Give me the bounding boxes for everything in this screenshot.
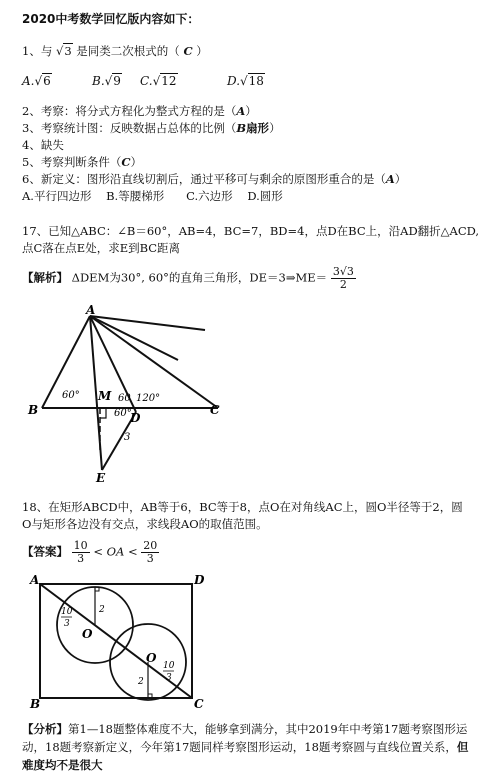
q17-analysis-label: 【解析】 bbox=[22, 270, 68, 285]
q17-label-b: B bbox=[28, 403, 39, 417]
q18-answer: 【答案】 $\frac{10}{3}$ < OA < $\frac{20}{3}$ bbox=[22, 539, 158, 565]
analysis-label: 【分析】 bbox=[22, 722, 68, 736]
page-title: 2020中考数学回忆版内容如下： bbox=[22, 12, 200, 26]
q6-option-b: B.等腰梯形 bbox=[106, 189, 165, 203]
q17-angle-m: 60 bbox=[118, 393, 131, 404]
question-18-line1: 18、在矩形ABCD中，AB等于6，BC等于8，点O在对角线AC上，圆O半径等于2，圆 bbox=[22, 500, 463, 514]
q6-option-c: C.六边形 bbox=[186, 189, 233, 203]
q1-option-a: A.√6 bbox=[22, 74, 51, 88]
q17-angle-d1: 120° bbox=[136, 393, 161, 404]
q17-label-c: C bbox=[210, 403, 220, 417]
q6-option-a: A.平行四边形 bbox=[22, 189, 92, 203]
q1-option-c: C.√12 bbox=[140, 74, 177, 88]
q18-center-o1: O bbox=[82, 627, 93, 641]
q17-label-d: D bbox=[130, 411, 141, 425]
q1-prefix: 1、与 bbox=[22, 44, 53, 58]
question-4: 4、缺失 bbox=[22, 138, 64, 152]
question-2: 2、考察：将分式方程化为整式方程的是（A） bbox=[22, 104, 257, 118]
analysis-line3: 难度均不是很大 bbox=[22, 758, 103, 772]
q18-center-o2: O bbox=[146, 651, 157, 665]
q1-answer: C bbox=[183, 44, 193, 58]
question-17-line1: 17、已知△ABC：∠B＝60°，AB=4，BC=7，BD=4，点D在BC上，沿AD翻折△ACD, bbox=[22, 224, 480, 238]
q18-frac1-den: 3 bbox=[64, 619, 70, 629]
question-17-line2: 点C落在点E处，求E到BC距离 bbox=[22, 241, 181, 255]
q18-frac2-num: 10 bbox=[163, 661, 175, 671]
analysis-line1: 【分析】第1—18题整体难度不大，能够拿到满分，其中2019年中考第17题考察图形运 bbox=[22, 722, 468, 736]
q2-answer: A bbox=[236, 104, 246, 118]
q17-analysis: 【解析】 ΔDEM为30°, 60°的直角三角形，DE＝3⇒ME＝ $\frac{3√3}{2}$ bbox=[22, 265, 354, 291]
q17-label-m: M bbox=[98, 389, 112, 403]
q3-answer: B bbox=[236, 121, 247, 135]
q17-angle-b: 60° bbox=[62, 390, 80, 401]
q17-figure bbox=[0, 300, 500, 500]
q18-radius1: 2 bbox=[99, 605, 105, 615]
q18-frac2-den: 3 bbox=[166, 673, 172, 683]
q1-suffix: 是同类二次根式的（ bbox=[76, 44, 180, 58]
q1-option-b: B.√9 bbox=[92, 74, 121, 88]
q18-answer-label: 【答案】 bbox=[22, 544, 68, 559]
q6-option-d: D.圆形 bbox=[247, 189, 283, 203]
q18-label-a: A bbox=[30, 573, 40, 587]
question-18-line2: O与矩形各边没有交点，求线段AO的取值范围。 bbox=[22, 517, 268, 531]
q17-label-a: A bbox=[86, 303, 96, 317]
q18-figure bbox=[0, 572, 500, 712]
question-5: 5、考察判断条件（C） bbox=[22, 155, 142, 169]
q18-label-d: D bbox=[194, 573, 205, 587]
q6-answer: A bbox=[385, 172, 395, 186]
q18-frac1-num: 10 bbox=[61, 607, 73, 617]
q17-angle-d2: 60° bbox=[114, 408, 132, 419]
q18-label-c: C bbox=[194, 697, 204, 711]
q17-result-fraction: $\frac{3√3}{2}$ bbox=[332, 265, 354, 291]
question-6: 6、新定义：图形沿直线切割后，通过平移可与剩余的原图形重合的是（A） bbox=[22, 172, 407, 186]
analysis-line2: 动，18题考察新定义，今年第17题同样考察图形运动，18题考察圆与直线位置关系，但 bbox=[22, 740, 469, 754]
q1-radical: √3 bbox=[55, 44, 72, 58]
q17-segment-length: 3 bbox=[124, 432, 131, 443]
q6-options bbox=[22, 189, 283, 203]
q1-close: ） bbox=[196, 44, 208, 58]
question-3: 3、考察统计图：反映数据占总体的比例（B扇形） bbox=[22, 121, 281, 135]
question-1 bbox=[22, 44, 208, 58]
q1-option-d: D.√18 bbox=[227, 74, 264, 88]
q17-label-e: E bbox=[96, 471, 106, 485]
q5-answer: C bbox=[121, 155, 131, 169]
q18-label-b: B bbox=[30, 697, 41, 711]
q18-radius2: 2 bbox=[138, 677, 144, 687]
